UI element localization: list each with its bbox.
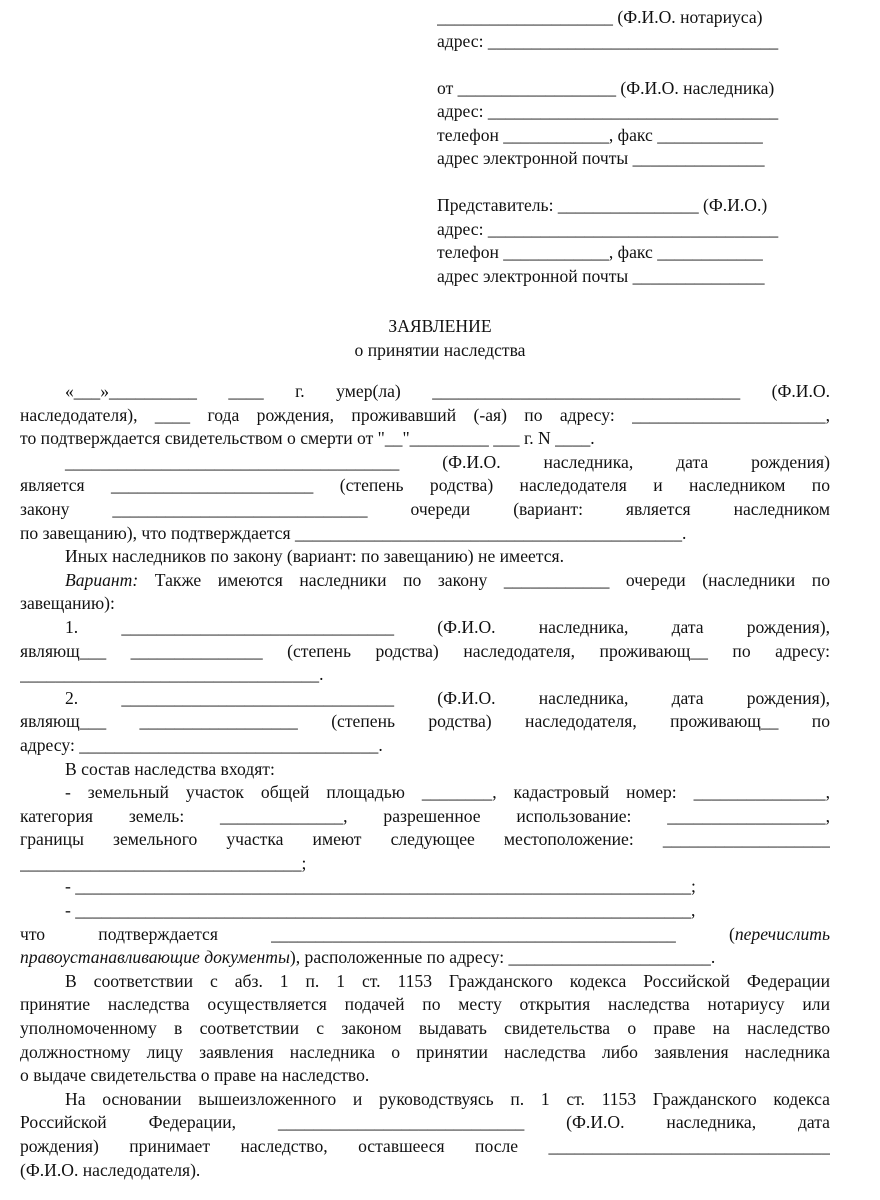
body-line: то подтверждается свидетельством о смерти от "__"_________ ___ г. N ____. <box>20 428 595 449</box>
body-line: должностному лицу заявления наследника о принятии наследства либо заявления наследника <box>20 1041 830 1062</box>
representative-email-line: адрес электронной почты _______________ <box>437 265 765 286</box>
heir-phone-line: телефон ____________, факс ____________ <box>437 124 763 145</box>
body-line: - ______________________________________________________________________, <box>65 900 696 921</box>
body-line: - земельный участок общей площадью ________, кадастровый номер: _______________, <box>65 782 830 803</box>
body-line: уполномоченному в соответствии с законом выдавать свидетельства о праве на наследство <box>20 1018 830 1039</box>
body-line: адресу: __________________________________. <box>20 734 383 755</box>
notary-name-line: ____________________ (Ф.И.О. нотариуса) <box>437 7 763 27</box>
body-line: о выдаче свидетельства о праве на наследство. <box>20 1065 370 1086</box>
body-line: наследодателя), ____ года рождения, проживавший (-ая) по адресу: ______________________, <box>20 404 830 425</box>
body-line: по завещанию), что подтверждается ____________________________________________. <box>20 522 687 543</box>
body-line: категория земель: ______________, разрешенное использование: __________________, <box>20 805 830 826</box>
notary-address-line: адрес: _________________________________ <box>437 30 779 51</box>
body-line: - ______________________________________________________________________; <box>65 876 696 897</box>
heir-address-line: адрес: _________________________________ <box>437 101 779 121</box>
body-line: правоустанавливающие документы), расположенные по адресу: _______________________. <box>20 947 716 968</box>
addressee-block <box>437 6 832 288</box>
body-line: ________________________________; <box>20 852 307 873</box>
body-line: завещанию): <box>20 593 115 614</box>
body-line: На основании вышеизложенного и руководствуясь п. 1 ст. 1153 Гражданского кодекса <box>65 1088 830 1109</box>
body-line: Иных наследников по закону (вариант: по завещанию) не имеется. <box>65 546 565 567</box>
body-line: являющ___ _______________ (степень родства) наследодателя, проживающ__ по адресу: <box>20 640 830 661</box>
body-line: закону _____________________________ очереди (вариант: является наследником <box>20 498 830 519</box>
body-line: ______________________________________ (Ф.И.О. наследника, дата рождения) <box>65 451 830 472</box>
body-line: __________________________________. <box>20 664 324 685</box>
title-line-1: ЗАЯВЛЕНИЕ <box>388 316 492 336</box>
representative-phone-line: телефон ____________, факс ____________ <box>437 242 763 262</box>
body-line: «___»__________ ____ г. умер(ла) ___________________________________ (Ф.И.О. <box>65 381 830 401</box>
title-line-2: о принятии наследства <box>354 340 526 360</box>
body-line: принятие наследства осуществляется подачей по месту открытия наследства нотариусу или <box>20 994 830 1015</box>
heir-email-line: адрес электронной почты _______________ <box>437 148 765 168</box>
body-line: рождения) принимает наследство, оставшееся после ________________________________ <box>20 1136 830 1156</box>
body-line: границы земельного участка имеют следующее местоположение: ___________________ <box>20 829 830 850</box>
heir-name-line: от __________________ (Ф.И.О. наследника) <box>437 77 775 98</box>
variant-label: Вариант: <box>65 569 139 590</box>
body-line: что подтверждается ______________________________________________ (перечислить <box>20 923 830 944</box>
body-line: Российской Федерации, ____________________________ (Ф.И.О. наследника, дата <box>20 1112 830 1133</box>
body-line: В соответствии с абз. 1 п. 1 ст. 1153 Гражданского кодекса Российской Федерации <box>65 970 830 991</box>
estate-heading: В состав наследства входят: <box>65 758 275 779</box>
heir-1-line: 1. _______________________________ (Ф.И.О. наследника, дата рождения), <box>65 616 830 637</box>
heir-2-line: 2. _______________________________ (Ф.И.О. наследника, дата рождения), <box>65 687 830 708</box>
body-line: являющ___ __________________ (степень родства) наследодателя, проживающ__ по <box>20 711 830 732</box>
document-body <box>20 380 830 1182</box>
representative-address-line: адрес: _________________________________ <box>437 218 779 239</box>
body-line: Вариант: Также имеются наследники по закону ____________ очереди (наследники по <box>65 569 830 590</box>
representative-name-line: Представитель: ________________ (Ф.И.О.) <box>437 195 768 215</box>
document-title <box>0 314 880 362</box>
body-line: (Ф.И.О. наследодателя). <box>20 1159 201 1180</box>
body-line: является _______________________ (степень родства) наследодателя и наследником по <box>20 475 830 496</box>
